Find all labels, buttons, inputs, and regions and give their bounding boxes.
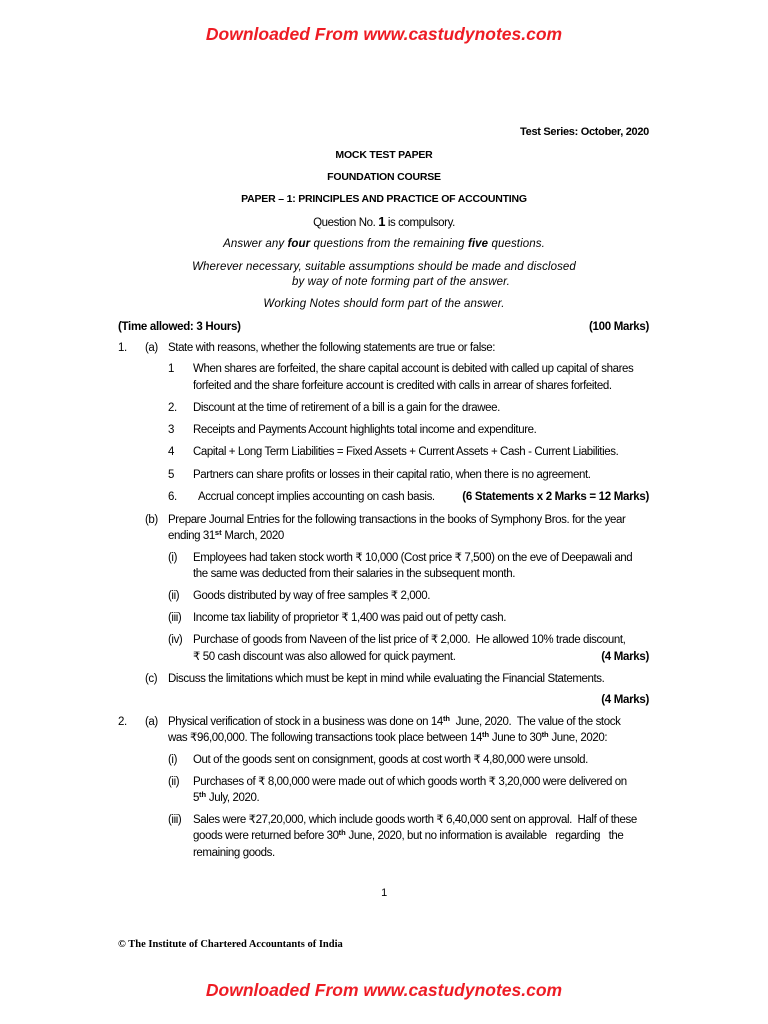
- statement-number: 6.: [168, 491, 177, 503]
- test-series-label: Test Series: October, 2020: [520, 126, 649, 138]
- question-number: 2.: [118, 716, 127, 728]
- transaction-number: (ii): [168, 590, 180, 602]
- time-allowed: (Time allowed: 3 Hours): [118, 321, 241, 333]
- statement-number: 2.: [168, 402, 177, 414]
- answer-any-instruction: [0, 237, 768, 251]
- statement-number: 4: [168, 446, 174, 458]
- prompt-segment: Physical verification of stock in a business was done on 14: [168, 716, 443, 728]
- transaction-text: [193, 791, 259, 805]
- part-label: (a): [145, 342, 158, 354]
- question-number: 1.: [118, 342, 127, 354]
- transaction-text: Purchase of goods from Naveen of the list price of ₹ 2,000. He allowed 10% trade discount,: [193, 634, 626, 646]
- transaction-text: Income tax liability of proprietor ₹ 1,400 was paid out of petty cash.: [193, 612, 506, 624]
- ordinal-suffix: th: [199, 790, 207, 799]
- statement-text: When shares are forfeited, the share capital account is debited with called up capital of shares: [193, 363, 634, 375]
- course-name: FOUNDATION COURSE: [327, 171, 441, 183]
- part-marks: (4 Marks): [601, 651, 649, 663]
- text-segment: goods were returned before 30: [193, 830, 339, 842]
- assumptions-instruction-line-1: Wherever necessary, suitable assumptions should be made and disclosed: [192, 261, 576, 273]
- answer-any-pre: Answer any: [223, 238, 288, 250]
- part-prompt: Prepare Journal Entries for the following transactions in the books of Symphony Bros. for the year: [168, 514, 626, 526]
- compulsory-question-number: 1: [378, 214, 386, 229]
- part-prompt: Discuss the limitations which must be kept in mind while evaluating the Financial Statements.: [168, 673, 605, 685]
- total-marks: (100 Marks): [589, 321, 649, 333]
- statement-number: 1: [168, 363, 174, 375]
- part-prompt: State with reasons, whether the following statements are true or false:: [168, 342, 496, 354]
- part-prompt: [168, 715, 620, 729]
- prompt-segment: was ₹96,00,000. The following transactions took place between 14: [168, 732, 482, 744]
- statement-number: 3: [168, 424, 174, 436]
- transaction-number: (iii): [168, 612, 182, 624]
- prompt-segment: June to 30: [489, 732, 542, 744]
- transaction-text: Sales were ₹27,20,000, which include goods worth ₹ 6,40,000 sent on approval. Half of these: [193, 814, 637, 826]
- prompt-segment: ending 31: [168, 530, 215, 542]
- statement-text: forfeited and the share forfeiture account is credited with calls in arrear of shares forfeited.: [193, 380, 612, 392]
- working-notes-instruction: Working Notes should form part of the answer.: [263, 298, 505, 310]
- statement-number: 5: [168, 469, 174, 481]
- transaction-text: the same was deducted from their salaries in the subsequent month.: [193, 568, 515, 580]
- copyright-notice: © The Institute of Chartered Accountants of India: [118, 939, 343, 950]
- transaction-number: (iii): [168, 814, 182, 826]
- prompt-segment: June, 2020:: [548, 732, 608, 744]
- answer-any-mid: questions from the remaining: [310, 238, 468, 250]
- page-number: 1: [381, 887, 387, 899]
- compulsory-text-pre: Question No.: [313, 217, 379, 229]
- part-label: (b): [145, 514, 158, 526]
- part-marks: (6 Statements x 2 Marks = 12 Marks): [462, 491, 649, 503]
- prompt-segment: June, 2020. The value of the stock: [450, 716, 621, 728]
- prompt-segment: March, 2020: [221, 530, 284, 542]
- answer-any-total: five: [467, 238, 489, 250]
- transaction-text: remaining goods.: [193, 847, 275, 859]
- answer-any-count: four: [287, 238, 311, 250]
- statement-text: Partners can share profits or losses in their capital ratio, when there is no agreement.: [193, 469, 591, 481]
- statement-text: Accrual concept implies accounting on cash basis.: [198, 491, 435, 503]
- assumptions-instruction-line-2: by way of note forming part of the answer.: [292, 276, 510, 288]
- transaction-number: (iv): [168, 634, 183, 646]
- statement-text: Capital + Long Term Liabilities = Fixed Assets + Current Assets + Cash - Current Liabilities.: [193, 446, 619, 458]
- ordinal-suffix: th: [481, 730, 490, 739]
- ordinal-suffix: th: [338, 828, 346, 837]
- transaction-text: [193, 829, 623, 843]
- download-watermark-top: Downloaded From www.castudynotes.com: [205, 24, 563, 44]
- transaction-number: (i): [168, 552, 178, 564]
- download-watermark-bottom: Downloaded From www.castudynotes.com: [205, 980, 563, 1000]
- transaction-text: Goods distributed by way of free samples ₹ 2,000.: [193, 590, 431, 602]
- ordinal-suffix: th: [442, 714, 451, 723]
- transaction-text: Purchases of ₹ 8,00,000 were made out of which goods worth ₹ 3,20,000 were delivered on: [193, 776, 627, 788]
- part-marks: (4 Marks): [601, 694, 649, 706]
- part-prompt: [168, 731, 607, 745]
- paper-title: MOCK TEST PAPER: [335, 149, 433, 161]
- transaction-text: Employees had taken stock worth ₹ 10,000 (Cost price ₹ 7,500) on the eve of Deepawali and: [193, 552, 633, 564]
- transaction-text: ₹ 50 cash discount was also allowed for quick payment.: [193, 651, 456, 663]
- statement-text: Receipts and Payments Account highlights total income and expenditure.: [193, 424, 537, 436]
- paper-name: PAPER – 1: PRINCIPLES AND PRACTICE OF ACCOUNTING: [241, 193, 527, 205]
- transaction-number: (ii): [168, 776, 180, 788]
- answer-any-post: questions.: [488, 238, 545, 250]
- part-label: (c): [145, 673, 158, 685]
- text-segment: June, 2020, but no information is available regarding the: [345, 830, 624, 842]
- text-segment: July, 2020.: [206, 792, 260, 804]
- ordinal-suffix: th: [541, 730, 549, 739]
- compulsory-text-post: is compulsory.: [385, 217, 455, 229]
- statement-text: Discount at the time of retirement of a bill is a gain for the drawee.: [193, 402, 500, 414]
- ordinal-suffix: st: [214, 528, 222, 537]
- part-label: (a): [145, 716, 158, 728]
- transaction-text: Out of the goods sent on consignment, goods at cost worth ₹ 4,80,000 were unsold.: [193, 754, 588, 766]
- text-segment: 5: [193, 792, 199, 804]
- transaction-number: (i): [168, 754, 178, 766]
- part-prompt: [168, 529, 284, 543]
- compulsory-instruction: [0, 215, 768, 230]
